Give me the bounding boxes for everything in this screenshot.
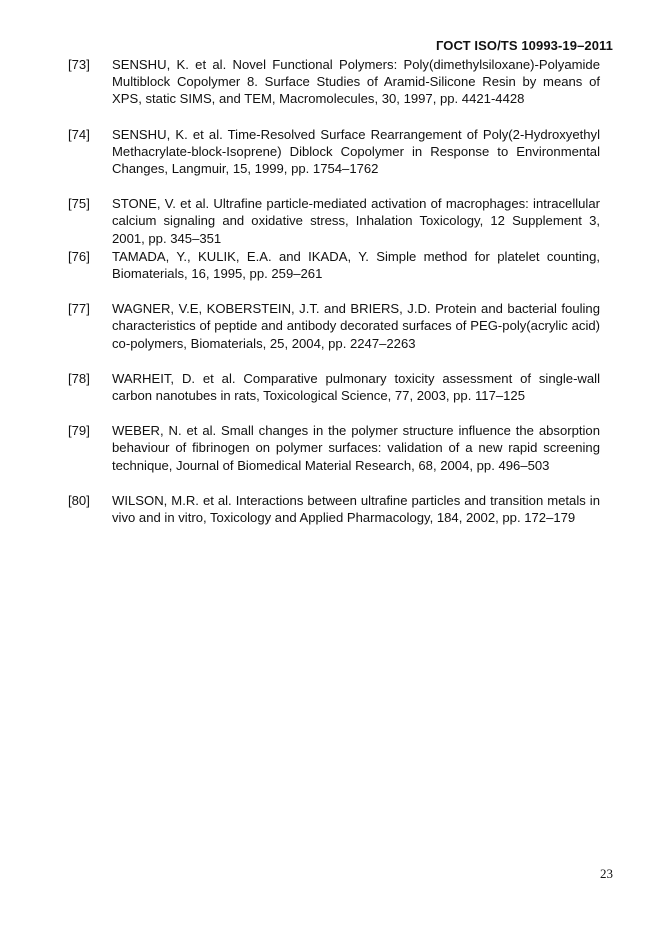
page-number: 23 xyxy=(600,866,613,881)
reference-text: WILSON, M.R. et al. Interactions between ultrafine particles and transition metals in vivo and in vitro, Toxicology and Applied Pharmacology, 184, 2002, pp. 172–179 xyxy=(112,492,600,526)
reference-item xyxy=(68,195,600,247)
reference-number: [79] xyxy=(68,423,90,439)
reference-item xyxy=(68,422,600,474)
reference-text: WAGNER, V.E, KOBERSTEIN, J.T. and BRIERS, J.D. Protein and bacterial fouling characteristics of peptide and antibody decorated surfaces of PEG-poly(acrylic acid) co-polymers, Biomaterials, 25, 2004, pp. 2247–2263 xyxy=(112,301,600,351)
reference-list xyxy=(68,56,600,526)
reference-item xyxy=(68,370,600,404)
reference-item xyxy=(68,56,600,108)
reference-number: [76] xyxy=(68,248,90,264)
standard-designation-header: ГОСТ ISO/TS 10993-19–2011 xyxy=(435,38,613,53)
reference-item xyxy=(68,492,600,526)
reference-item xyxy=(68,300,600,352)
reference-item xyxy=(68,248,600,282)
reference-number: [77] xyxy=(68,301,90,317)
reference-text: SENSHU, K. et al. Novel Functional Polymers: Poly(dimethylsiloxane)-Polyamide Multiblock Copolymer 8. Surface Studies of Aramid-Silicone Resin by means of XPS, static SIMS, and TEM, Macromolecules, 30, 1997, pp. 4421-4428 xyxy=(112,57,600,107)
reference-number: [80] xyxy=(68,492,90,508)
reference-text: WARHEIT, D. et al. Comparative pulmonary toxicity assessment of single-wall carbon nanotubes in rats, Toxicological Science, 77, 2003, pp. 117–125 xyxy=(112,370,600,404)
reference-number: [74] xyxy=(68,126,90,142)
reference-number: [78] xyxy=(68,370,90,386)
reference-text: WEBER, N. et al. Small changes in the polymer structure influence the absorption behaviour of fibrinogen on polymer surfaces: validation of a new rapid screening technique, Journal of Biomedical Material Research, 68, 2004, pp. 496–503 xyxy=(112,423,600,473)
reference-item xyxy=(68,126,600,178)
reference-text: STONE, V. et al. Ultrafine particle-mediated activation of macrophages: intracellular calcium signaling and oxidative stress, Inhalation Toxicology, 12 Supplement 3, 2001, pp. 345–351 xyxy=(112,196,600,246)
reference-text: TAMADA, Y., KULIK, E.A. and IKADA, Y. Simple method for platelet counting, Biomaterials, 16, 1995, pp. 259–261 xyxy=(112,248,600,282)
reference-number: [73] xyxy=(68,57,90,72)
reference-number: [75] xyxy=(68,196,90,212)
reference-text: SENSHU, K. et al. Time-Resolved Surface Rearrangement of Poly(2-Hydroxyethyl Methacrylate-block-Isoprene) Diblock Copolymer in Response to Environmental Changes, Langmuir, 15, 1999, pp. 1754–1762 xyxy=(112,126,600,177)
